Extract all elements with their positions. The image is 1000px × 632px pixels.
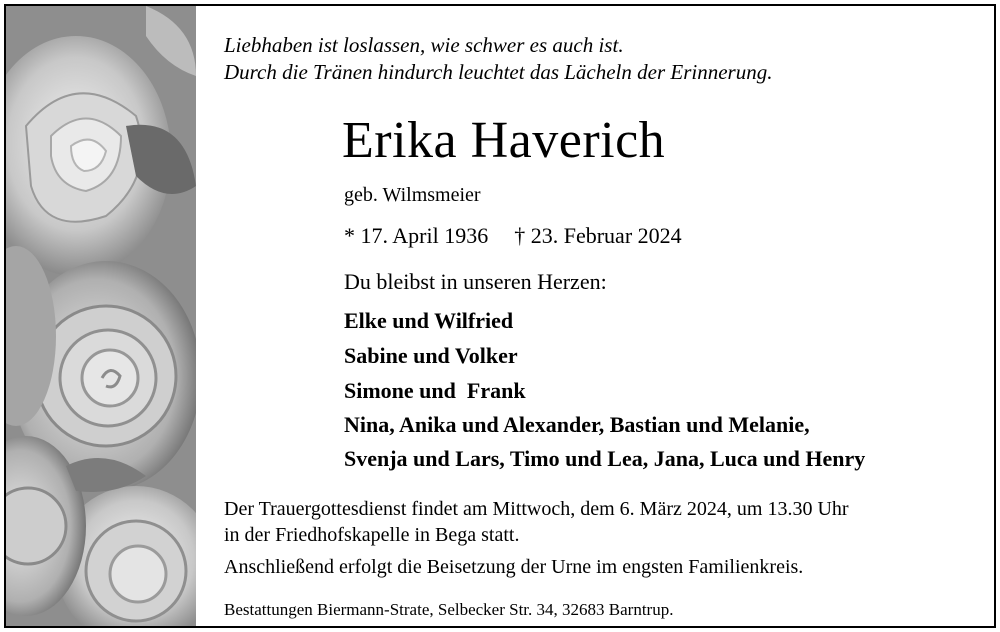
mourner-line: Sabine und Volker xyxy=(344,343,518,368)
deceased-name: Erika Haverich xyxy=(342,112,666,169)
burial-line: Anschließend erfolgt die Beisetzung der Urne im engsten Familienkreis. xyxy=(224,556,804,578)
mourner-line: Elke und Wilfried xyxy=(344,308,514,333)
quote-line-1: Liebhaben ist loslassen, wie schwer es auch ist. xyxy=(224,33,624,57)
service-line-1: Der Trauergottesdienst findet am Mittwoch, dem 6. März 2024, um 13.30 Uhr xyxy=(224,498,849,520)
mourner-line: Simone und Frank xyxy=(344,378,526,403)
service-line-2: in der Friedhofskapelle in Bega statt. xyxy=(224,524,520,546)
mourners-intro: Du bleibst in unseren Herzen: xyxy=(344,269,607,294)
roses-illustration xyxy=(6,6,196,626)
birth-name: geb. Wilmsmeier xyxy=(344,184,481,206)
birth-date: * 17. April 1936 xyxy=(344,223,489,248)
roses-photo xyxy=(6,6,196,626)
undertaker-address: Bestattungen Biermann-Strate, Selbecker Str. 34, 32683 Barntrup. xyxy=(224,600,674,619)
mourner-line: Svenja und Lars, Timo und Lea, Jana, Luca und Henry xyxy=(344,446,866,471)
mourner-line: Nina, Anika und Alexander, Bastian und Melanie, xyxy=(344,412,810,437)
quote-line-2: Durch die Tränen hindurch leuchtet das Lächeln der Erinnerung. xyxy=(224,60,773,84)
obituary-frame xyxy=(4,4,996,628)
death-date: † 23. Februar 2024 xyxy=(514,223,682,248)
life-dates xyxy=(344,222,682,250)
